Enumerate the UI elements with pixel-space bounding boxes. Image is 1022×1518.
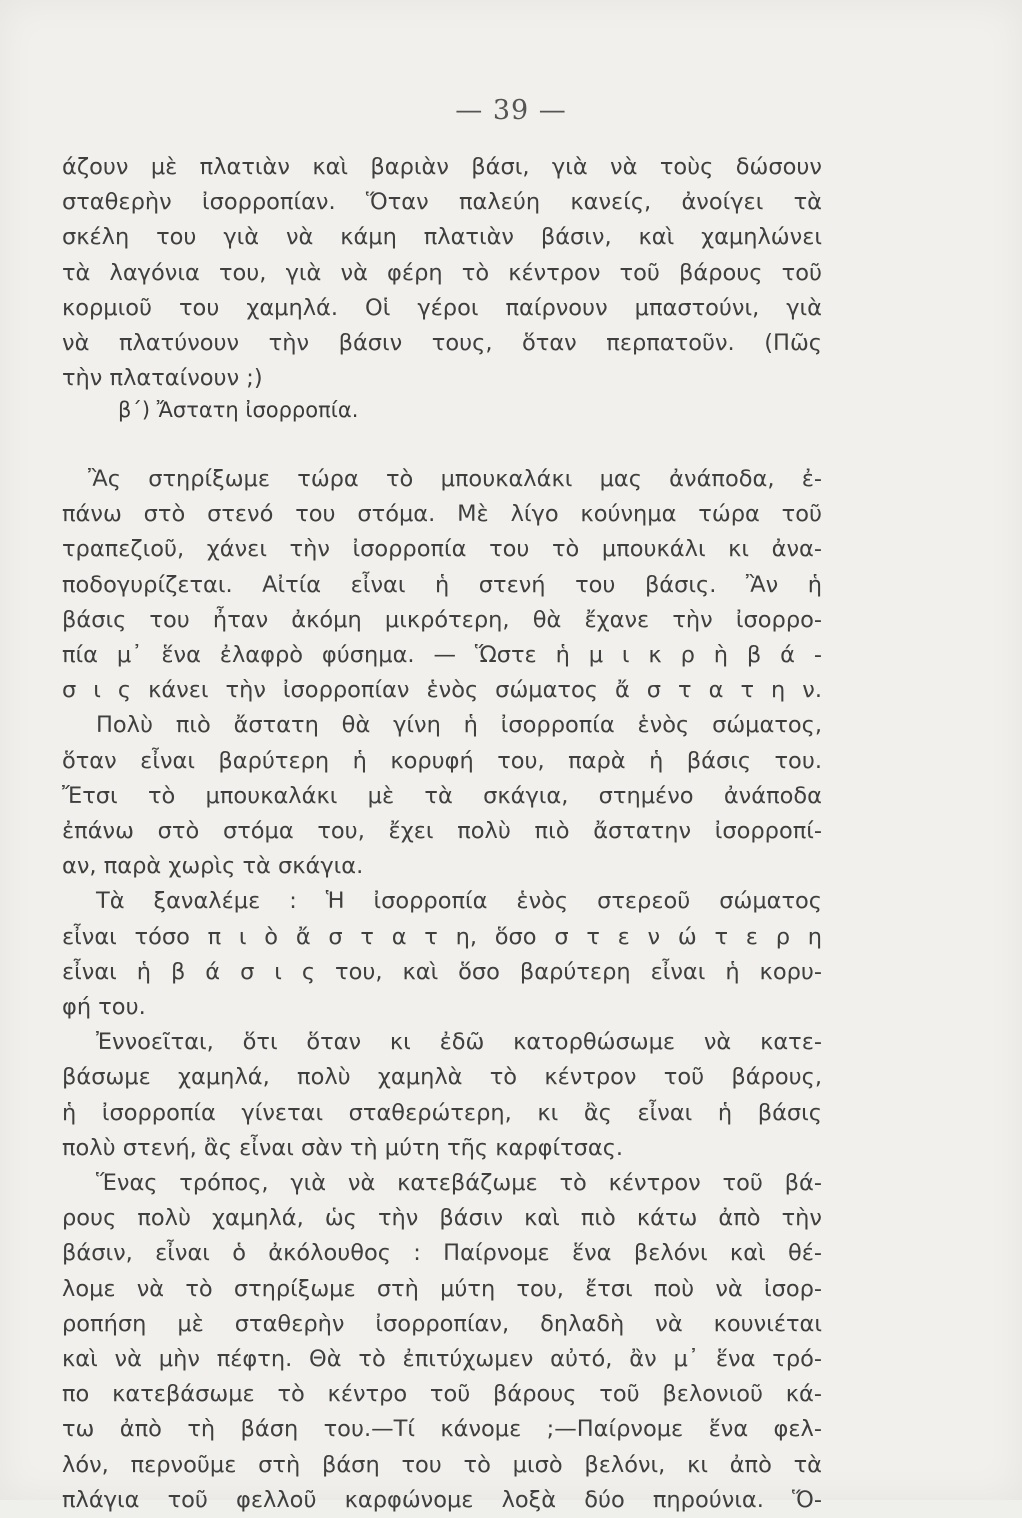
text-line: ἐπάνω στὸ στόμα του, ἔχει πολὺ πιὸ ἄστατην ἰσορροπί- <box>62 818 822 845</box>
text-line: Πολὺ πιὸ ἄστατη θὰ γίνη ἡ ἰσορροπία ἑνὸς σώματος, <box>96 712 822 739</box>
text-line: ὅταν εἶναι βαρύτερη ἡ κορυφή του, παρὰ ἡ βάσις του. <box>62 747 822 774</box>
text-line: πία μ᾿ ἕνα ἐλαφρὸ φύσημα. — Ὥστε ἡ μ ι κ ρ ὴ β ά - <box>62 642 822 669</box>
text-line: αν, παρὰ χωρὶς τὰ σκάγια. <box>62 853 364 880</box>
page-number: — 39 — <box>455 95 567 126</box>
text-line: κορμιοῦ του χαμηλά. Οἱ γέροι παίρνουν μπαστούνι, γιὰ <box>62 294 822 321</box>
text-line: εἶναι τόσο π ι ὸ ἄ σ τ α τ η, ὅσο σ τ ε ν ώ τ ε ρ η <box>62 923 822 950</box>
paragraph-1 <box>62 150 822 396</box>
text-line: Ἐννοεῖται, ὅτι ὅταν κι ἐδῶ κατορθώσωμε νὰ κατε- <box>96 1029 822 1056</box>
text-line: σκέλη του γιὰ νὰ κάμη πλατιὰν βάσιν, καὶ χαμηλώνει <box>62 224 822 251</box>
text-line: σ ι ς κάνει τὴν ἰσορροπίαν ἑνὸς σώματος ἄ σ τ α τ η ν. <box>62 677 822 704</box>
text-line: εἶναι ἡ β ά σ ι ς του, καὶ ὅσο βαρύτερη εἶναι ἡ κορυ- <box>62 958 822 985</box>
text-line: πο κατεβάσωμε τὸ κέντρο τοῦ βάρους τοῦ βελονιοῦ κά- <box>62 1381 822 1408</box>
paragraph-2 <box>62 462 822 1518</box>
text-line: τὰ λαγόνια του, γιὰ νὰ φέρη τὸ κέντρον τοῦ βάρους τοῦ <box>62 259 822 286</box>
text-line: σταθερὴν ἰσορροπίαν. Ὅταν παλεύη κανείς, ἀνοίγει τὰ <box>62 189 822 216</box>
text-line: Ἔτσι τὸ μπουκαλάκι μὲ τὰ σκάγια, στημένο ἀνάποδα <box>62 782 822 809</box>
text-line: Ἕνας τρόπος, γιὰ νὰ κατεβάζωμε τὸ κέντρον τοῦ βά- <box>96 1170 822 1197</box>
text-line: ρους πολὺ χαμηλά, ὡς τὴν βάσιν καὶ πιὸ κάτω ἀπὸ τὴν <box>62 1205 822 1232</box>
text-line: λόν, περνοῦμε στὴ βάση του τὸ μισὸ βελόνι, κι ἀπὸ τὰ <box>62 1451 822 1478</box>
text-line: Ἂς στηρίξωμε τώρα τὸ μπουκαλάκι μας ἀνάποδα, ἐ- <box>88 466 822 492</box>
text-line: ροπήση μὲ σταθερὴν ἰσορροπίαν, δηλαδὴ νὰ κουνιέται <box>62 1310 822 1337</box>
text-line: πολὺ στενή, ἂς εἶναι σὰν τὴ μύτη τῆς καρφίτσας. <box>62 1134 624 1161</box>
text-line: τὴν πλαταίνουν ;) <box>62 365 263 392</box>
text-line: βάσιν, εἶναι ὁ ἀκόλουθος : Παίρνομε ἕνα βελόνι καὶ θέ- <box>62 1240 822 1267</box>
text-line: Τὰ ξαναλέμε : Ἡ ἰσορροπία ἑνὸς στερεοῦ σώματος <box>96 888 822 915</box>
text-line: λομε νὰ τὸ στηρίξωμε στὴ μύτη του, ἔτσι ποὺ νὰ ἰσορ- <box>62 1275 822 1302</box>
text-line: πλάγια τοῦ φελλοῦ καρφώνομε λοξὰ δύο πηρούνια. Ὅ- <box>62 1486 822 1513</box>
section-heading: β΄) Ἄστατη ἰσορροπία. <box>118 398 359 422</box>
text-line: βάσωμε χαμηλά, πολὺ χαμηλὰ τὸ κέντρον τοῦ βάρους, <box>62 1064 822 1091</box>
text-line: τραπεζιοῦ, χάνει τὴν ἰσορροπία του τὸ μπουκάλι κι ἀνα- <box>62 536 822 563</box>
text-line: πάνω στὸ στενό του στόμα. Μὲ λίγο κούνημα τώρα τοῦ <box>62 501 822 528</box>
text-line: τω ἀπὸ τὴ βάση του.—Τί κάνομε ;—Παίρνομε ἕνα φελ- <box>62 1416 822 1443</box>
text-line: βάσις του ἦταν ἀκόμη μικρότερη, θὰ ἔχανε τὴν ἰσορρο- <box>62 606 822 633</box>
text-line: άζουν μὲ πλατιὰν καὶ βαριὰν βάσι, γιὰ νὰ τοὺς δώσουν <box>62 154 822 180</box>
text-line: φή του. <box>62 994 146 1021</box>
text-line: νὰ πλατύνουν τὴν βάσιν τους, ὅταν περπατοῦν. (Πῶς <box>62 330 822 357</box>
text-line: ἡ ἰσορροπία γίνεται σταθερώτερη, κι ἂς εἶναι ἡ βάσις <box>62 1099 822 1126</box>
text-line: καὶ νὰ μὴν πέφτη. Θὰ τὸ ἐπιτύχωμεν αὐτό, ἂν μ᾿ ἕνα τρό- <box>62 1346 822 1373</box>
text-line: ποδογυρίζεται. Αἰτία εἶναι ἡ στενή του βάσις. Ἂν ἡ <box>62 571 822 598</box>
